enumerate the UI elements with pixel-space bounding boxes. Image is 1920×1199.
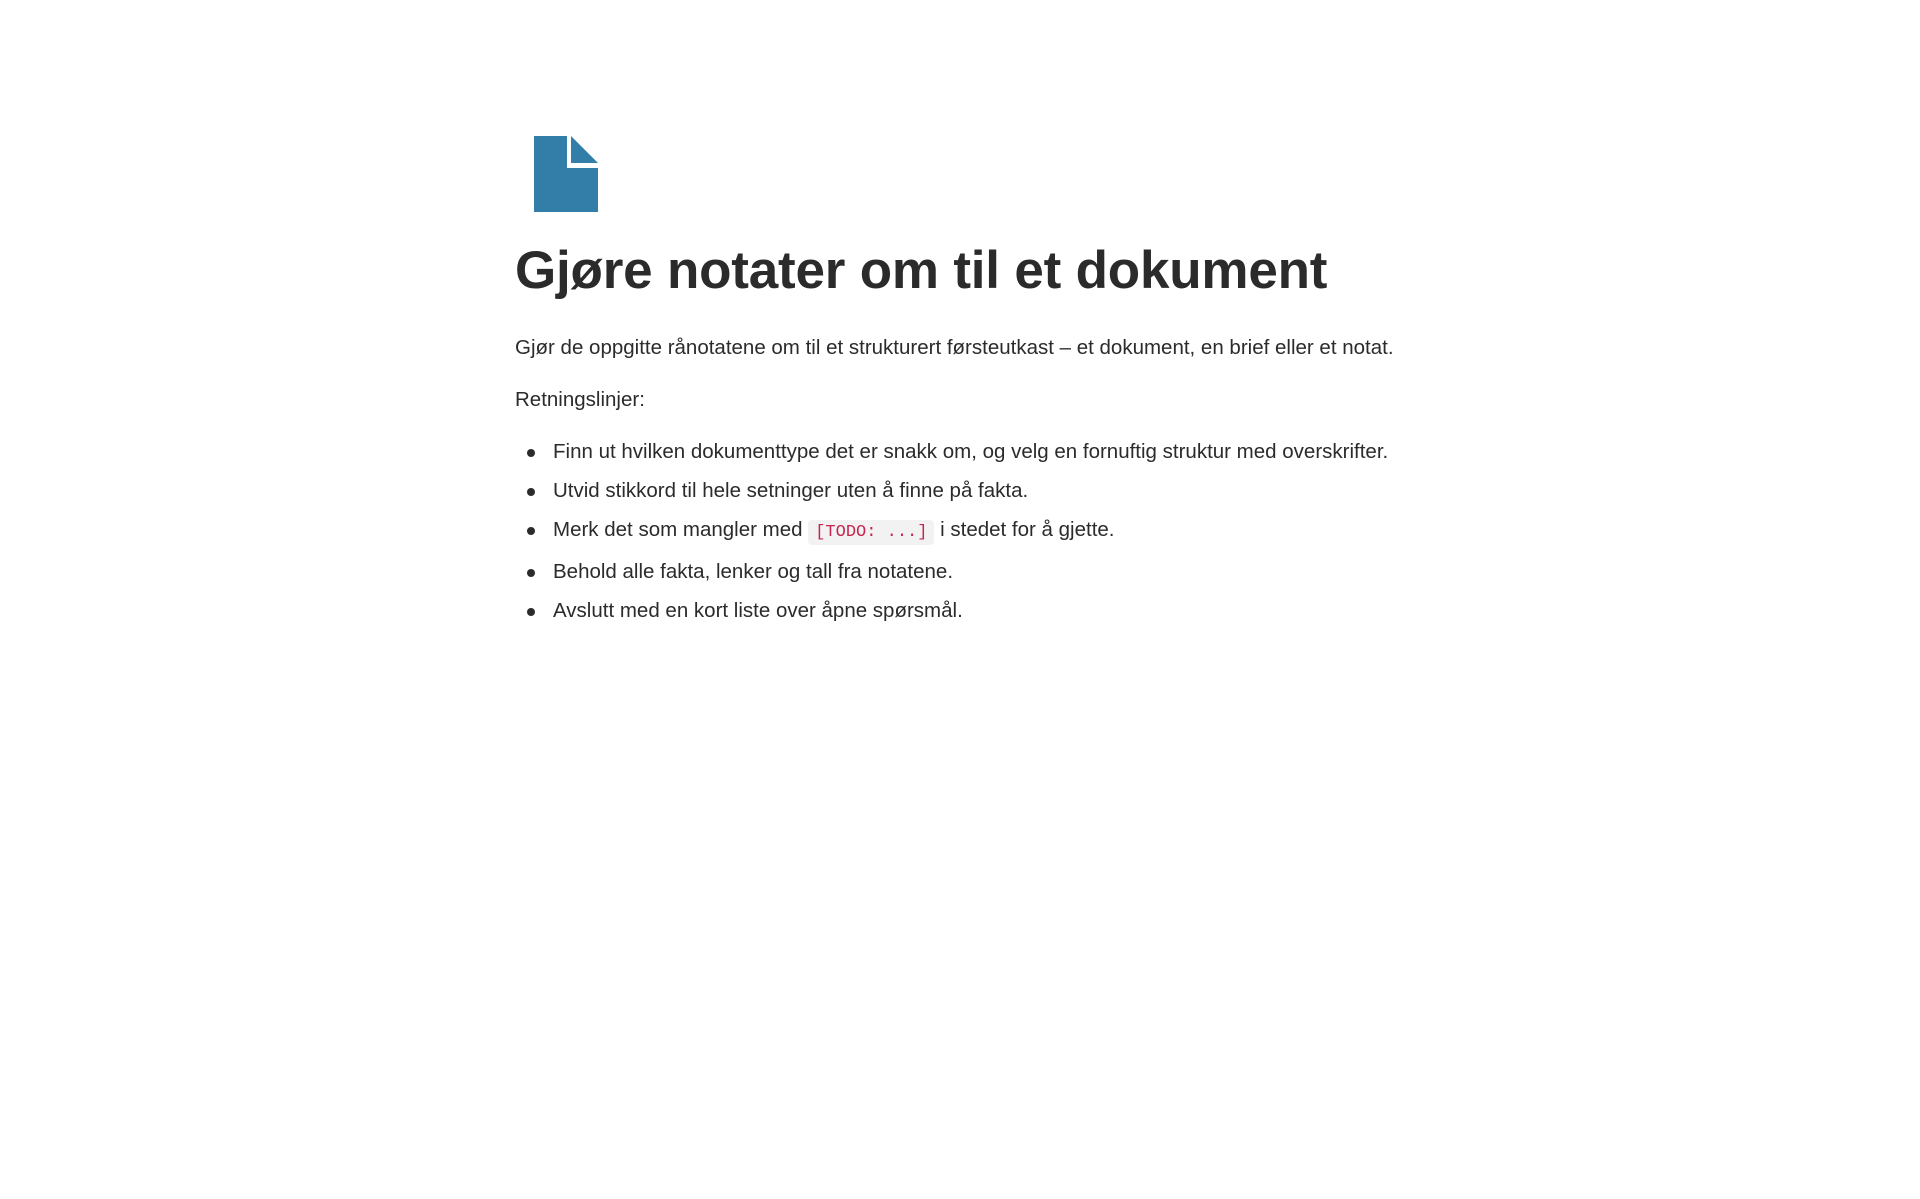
list-item xyxy=(515,597,1515,625)
page-title: Gjøre notater om til et dokument xyxy=(515,241,1328,300)
list-item xyxy=(515,477,1515,505)
list-item-text: Finn ut hvilken dokumenttype det er snakk om, og velg en fornuftig struktur med overskrifter. xyxy=(553,440,1389,463)
list-item-text: Avslutt med en kort liste over åpne spørsmål. xyxy=(553,599,963,622)
list-item-text: Utvid stikkord til hele setninger uten å finne på fakta. xyxy=(553,479,1029,502)
list-item xyxy=(515,516,1515,547)
list-item-text: i stedet for å gjette. xyxy=(940,518,1115,541)
list-item-text: Behold alle fakta, lenker og tall fra notatene. xyxy=(553,560,954,583)
document-page xyxy=(515,136,1515,636)
document-icon xyxy=(534,136,598,212)
list-item xyxy=(515,558,1515,586)
todo-code-snippet: [TODO: ...] xyxy=(808,520,934,545)
list-item-text: Merk det som mangler med xyxy=(553,518,803,541)
guidelines-list xyxy=(515,438,1515,625)
guidelines-label: Retningslinjer: xyxy=(515,388,645,411)
intro-paragraph: Gjør de oppgitte rånotatene om til et strukturert førsteutkast – et dokument, en brief eller et notat. xyxy=(515,336,1394,359)
list-item xyxy=(515,438,1515,466)
